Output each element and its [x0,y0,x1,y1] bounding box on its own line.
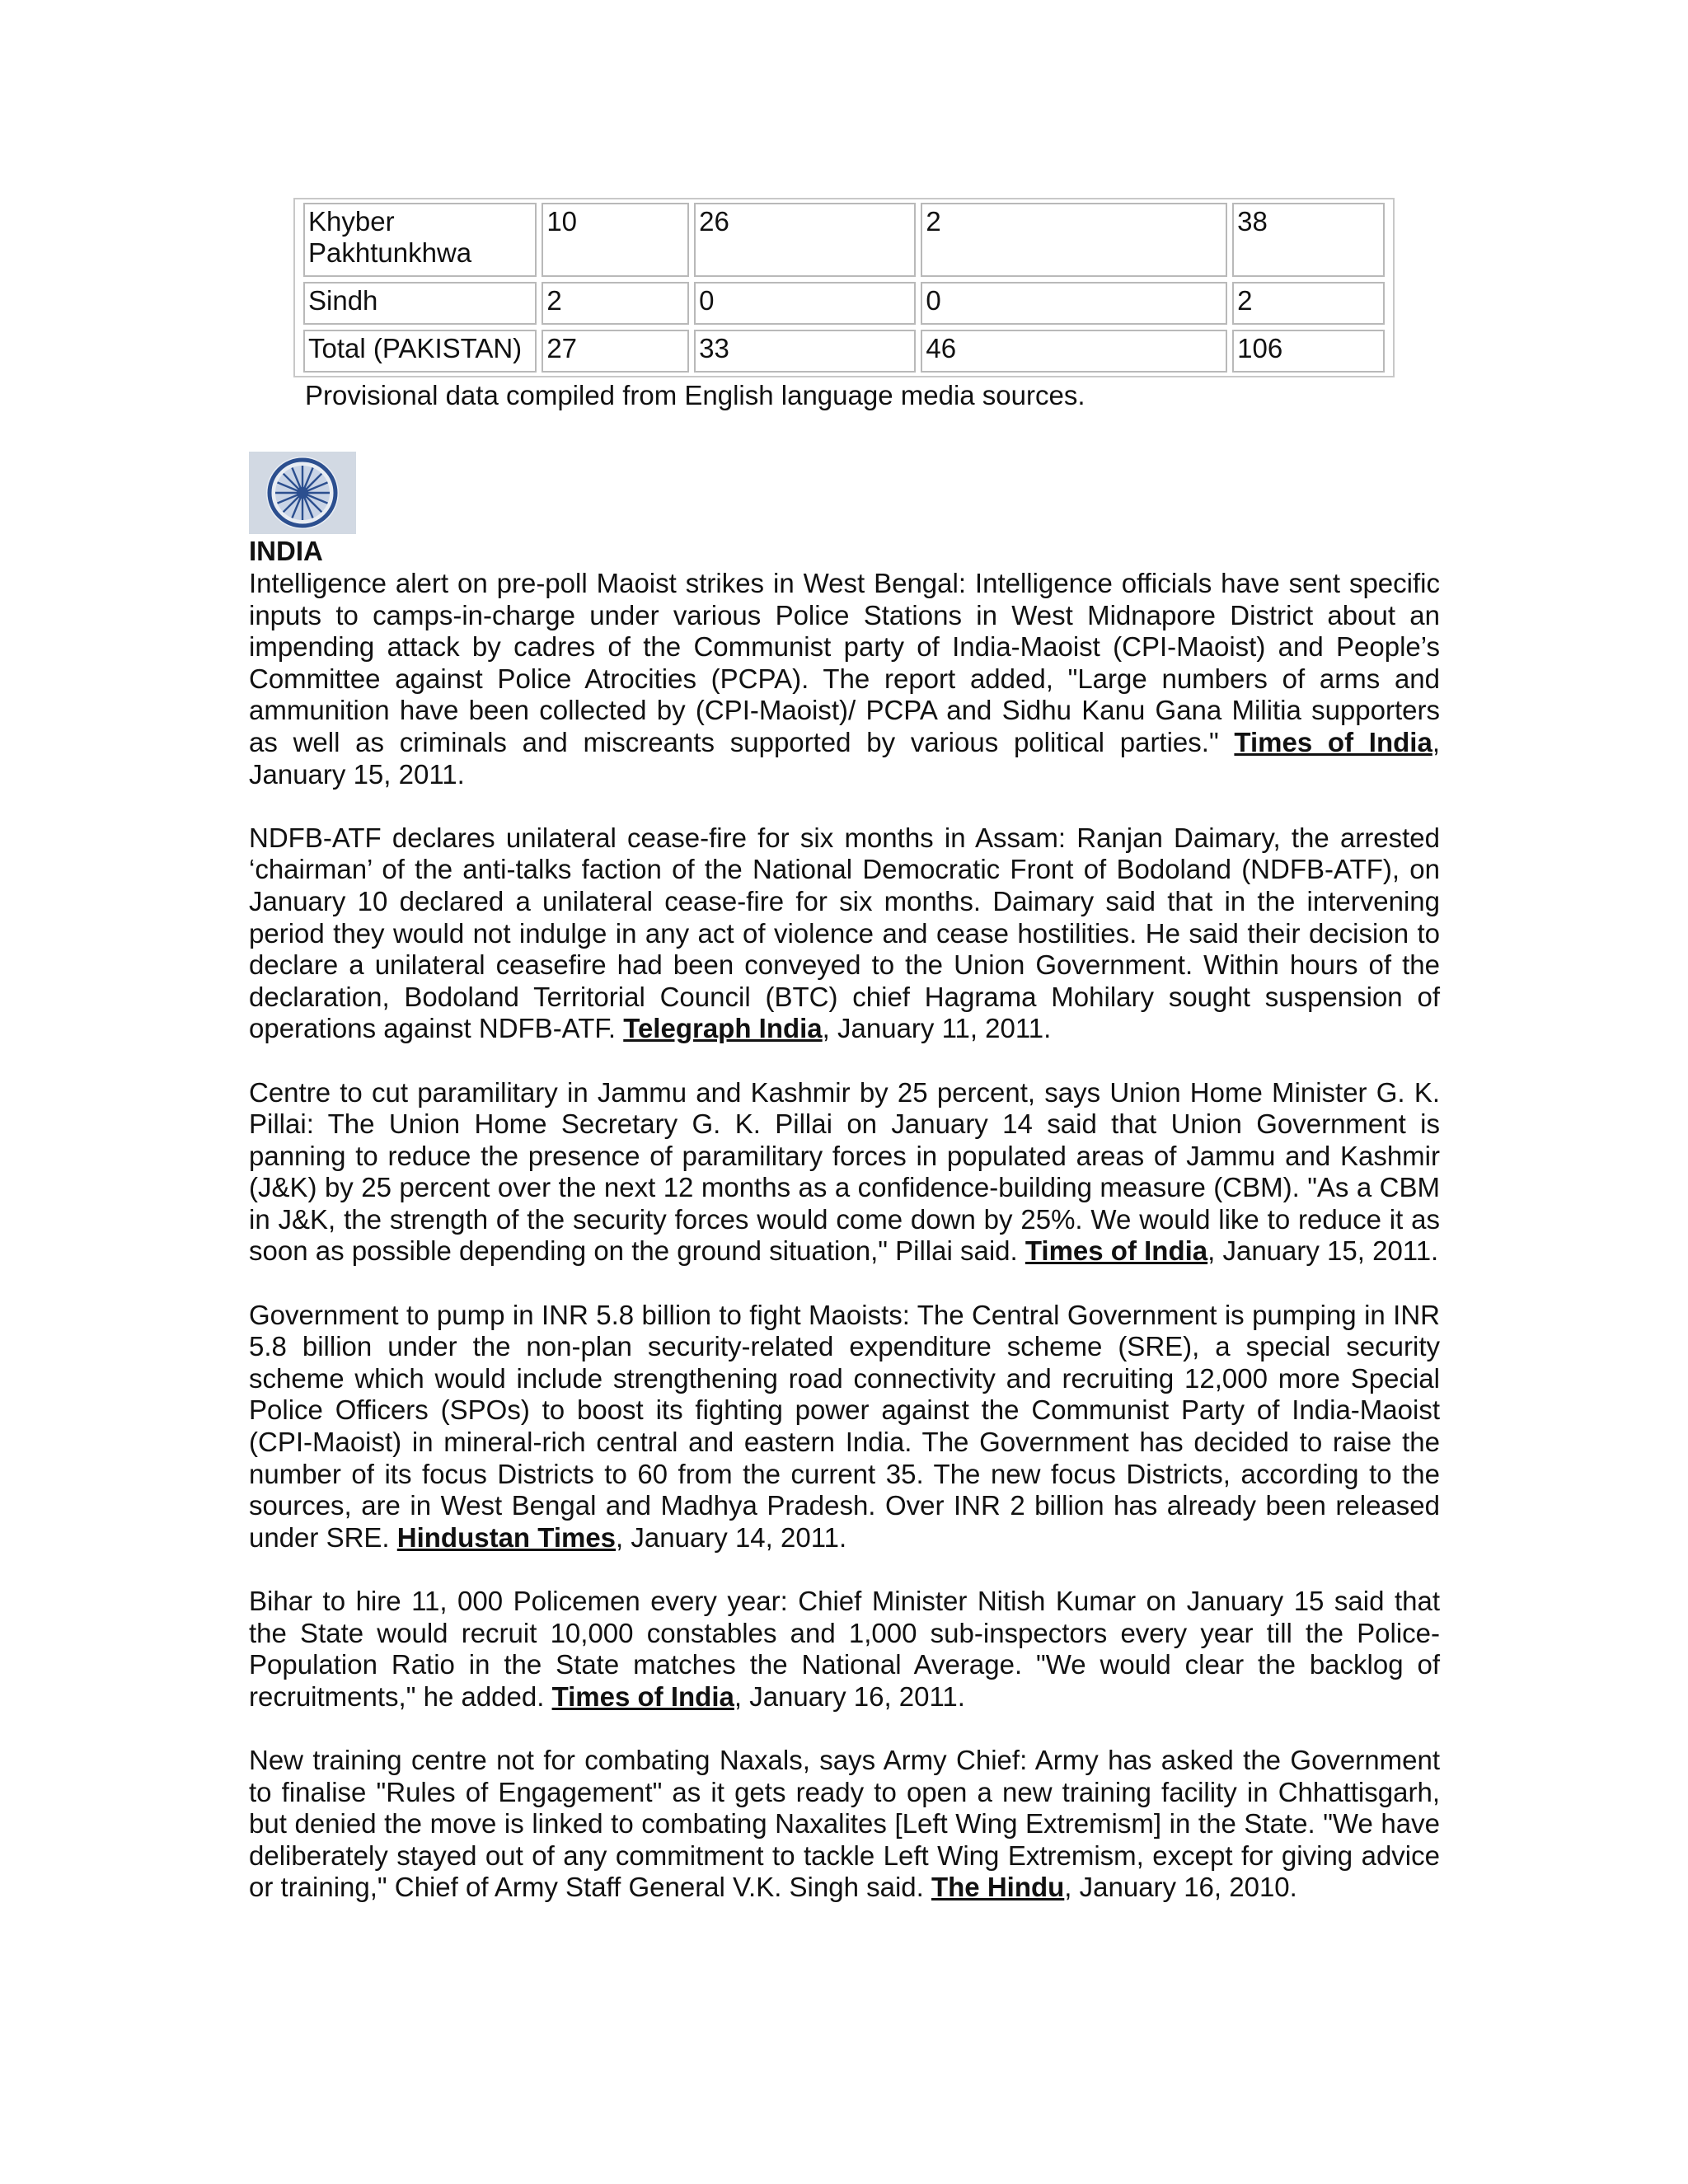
table-note: Provisional data compiled from English language media sources. [305,380,1085,410]
table-cell-region: Sindh [303,282,537,325]
section-title: INDIA [249,536,323,566]
article-date: , January 15, 2011. [249,726,1440,790]
table-cell: 10 [542,203,689,277]
article-paragraph [249,1077,1440,1268]
article-paragraph [249,823,1440,1045]
article-date: , January 14, 2011. [616,1521,847,1553]
article-text: Bihar to hire 11, 000 Policemen every year: Chief Minister Nitish Kumar on January 15 said that the State would recruit 10,000 constables and 1,000 sub-inspectors every year till the Police-Population Ratio in the State matches the National Average. "We would clear the backlog of recruitments," he added. [249,1586,1440,1712]
table-row [303,203,1385,277]
article-paragraph [249,1300,1440,1554]
article-date: , January 16, 2011. [734,1680,965,1712]
source-link[interactable]: Times of India [1025,1235,1208,1267]
article-text: Intelligence alert on pre-poll Maoist strikes in West Bengal: Intelligence officials have sent specific inputs to camps-in-charge under various Police Stations in West Midnapore District about an impending attack by cadres of the Communist party of India-Maoist (CPI-Maoist) and People’s Committee against Police Atrocities (PCPA). The report added, "Large numbers of arms and ammunition have been collected by (CPI-Maoist)/ PCPA and Sidhu Kanu Gana Militia supporters as well as criminals and miscreants supported by various political parties." [249,568,1440,757]
table-cell: 26 [694,203,916,277]
article-text: NDFB-ATF declares unilateral cease-fire for six months in Assam: Ranjan Daimary, the arrested ‘chairman’ of the anti-talks faction of the National Democratic Front of Bodoland (NDFB-ATF), on January 10 declared a unilateral cease-fire for six months. Daimary said that in the intervening period they would not indulge in any act of violence and cease hostilities. He said their decision to declare a unilateral ceasefire had been conveyed to the Union Government. Within hours of the declaration, Bodoland Territorial Council (BTC) chief Hagrama Mohilary sought suspension of operations against NDFB-ATF. [249,822,1440,1044]
table-cell: 38 [1232,203,1385,277]
articles [249,568,1440,1936]
article-text: Centre to cut paramilitary in Jammu and Kashmir by 25 percent, says Union Home Minister G. K. Pillai: The Union Home Secretary G. K. Pillai on January 14 said that Union Government is panning to reduce the presence of paramilitary forces in populated areas of Jammu and Kashmir (J&K) by 25 percent over the next 12 months as a confidence-building measure (CBM). "As a CBM in J&K, the strength of the security forces would come down by 25%. We would like to reduce it as soon as possible depending on the ground situation," Pillai said. [249,1076,1440,1267]
table-cell-region: Total (PAKISTAN) [303,330,537,373]
article-text: New training centre not for combating Naxals, says Army Chief: Army has asked the Government to finalise "Rules of Engagement" as it gets ready to open a new training facility in Chhattisgarh, but denied the move is linked to combating Naxalites [Left Wing Extremism] in the State. "We have deliberately stayed out of any commitment to tackle Left Wing Extremism, except for giving advice or training," Chief of Army Staff General V.K. Singh said. [249,1744,1440,1903]
article-date: , January 16, 2010. [1064,1872,1297,1903]
table-cell: 46 [921,330,1227,373]
table-row [303,282,1385,325]
table-cell: 0 [694,282,916,325]
source-link[interactable]: Times of India [1234,726,1432,757]
fatalities-table-grid [298,198,1390,377]
table-cell: 2 [542,282,689,325]
article-paragraph [249,568,1440,790]
table-cell: 0 [921,282,1227,325]
article-date: , January 11, 2011. [822,1013,1052,1044]
table-cell: 106 [1232,330,1385,373]
source-link[interactable]: The Hindu [931,1872,1065,1903]
article-text: Government to pump in INR 5.8 billion to fight Maoists: The Central Government is pumping in INR 5.8 billion under the non-plan security-related expenditure scheme (SRE), a special security scheme which would include strengthening road connectivity and recruiting 12,000 more Special Police Officers (SPOs) to boost its fighting power against the Communist Party of India-Maoist (CPI-Maoist) in mineral-rich central and eastern India. The Government has decided to raise the number of its focus Districts to 60 from the current 35. The new focus Districts, according to the sources, are in West Bengal and Madhya Pradesh. Over INR 2 billion has already been released under SRE. [249,1299,1440,1553]
table-cell: 2 [1232,282,1385,325]
article-paragraph [249,1586,1440,1713]
table-cell: 33 [694,330,916,373]
article-paragraph [249,1745,1440,1904]
ashoka-chakra-icon [249,452,356,534]
source-link[interactable]: Telegraph India [623,1013,823,1044]
fatalities-table [293,198,1395,377]
article-date: , January 15, 2011. [1207,1235,1439,1267]
table-cell: 2 [921,203,1227,277]
table-row-total [303,330,1385,373]
source-link[interactable]: Times of India [551,1680,734,1712]
table-cell-region: Khyber Pakhtunkhwa [303,203,537,277]
table-cell: 27 [542,330,689,373]
source-link[interactable]: Hindustan Times [396,1521,617,1553]
